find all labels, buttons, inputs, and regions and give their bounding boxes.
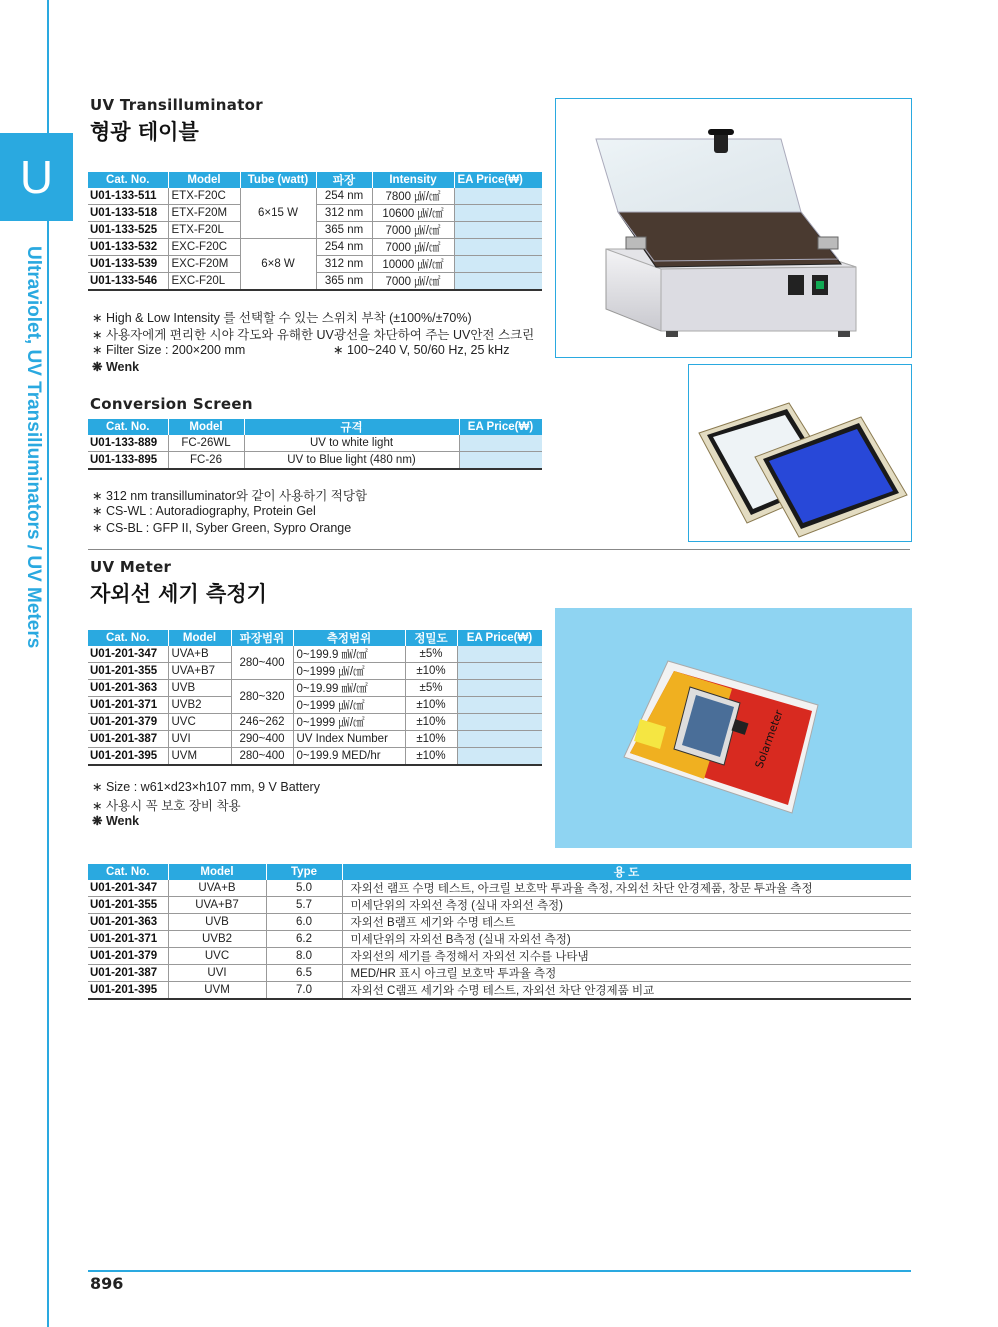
model: ETX-F20C: [168, 188, 240, 205]
measure-range: 0~19.99 ㎽/㎠: [293, 680, 405, 697]
usage-text: 자외선 B램프 세기와 수명 테스트: [342, 914, 911, 931]
wave-range: 280~320: [231, 680, 293, 714]
cat-no: U01-201-347: [88, 880, 168, 897]
accuracy: ±10%: [405, 714, 457, 731]
table-row: [88, 982, 911, 1000]
cat-no: U01-133-525: [88, 222, 168, 239]
table-row: [88, 680, 542, 697]
table-header-row: [88, 419, 542, 435]
meter-title-ko: 자외선 세기 측정기: [90, 582, 267, 606]
col-header: Type: [266, 864, 342, 880]
price-cell: [459, 435, 542, 452]
col-header: 정밀도: [405, 630, 457, 646]
wavelength: 312 nm: [316, 205, 372, 222]
model: UVI: [168, 965, 266, 982]
table-row: [88, 880, 911, 897]
page-number: 896: [90, 1274, 124, 1293]
model: FC-26WL: [168, 435, 244, 452]
footer-line: [88, 1270, 911, 1272]
price-cell: [457, 714, 542, 731]
note-line: ∗ Filter Size : 200×200 mm: [92, 343, 246, 357]
cat-no: U01-201-379: [88, 714, 168, 731]
wave-range: 280~400: [231, 646, 293, 680]
wave-range: 280~400: [231, 748, 293, 766]
table-row: [88, 897, 911, 914]
cat-no: U01-201-363: [88, 914, 168, 931]
accuracy: ±10%: [405, 697, 457, 714]
cat-no: U01-201-347: [88, 646, 168, 663]
accuracy: ±5%: [405, 646, 457, 663]
note-line: ∗ 사용시 꼭 보호 장비 착용: [92, 799, 241, 813]
wave-range: 290~400: [231, 731, 293, 748]
type: 6.5: [266, 965, 342, 982]
conversion-table: [88, 419, 543, 470]
cat-no: U01-201-355: [88, 897, 168, 914]
spec: UV to Blue light (480 nm): [244, 452, 459, 470]
wavelength: 365 nm: [316, 222, 372, 239]
model: UVB2: [168, 931, 266, 948]
table-row: [88, 452, 542, 470]
vertical-section-title: Ultraviolet, UV Transilluminators / UV Meters: [23, 246, 44, 649]
meter-table: [88, 630, 543, 766]
cat-no: U01-133-518: [88, 205, 168, 222]
wavelength: 312 nm: [316, 256, 372, 273]
model: UVA+B: [168, 880, 266, 897]
measure-range: 0~199.9 ㎽/㎠: [293, 646, 405, 663]
col-header: Cat. No.: [88, 864, 168, 880]
wavelength: 365 nm: [316, 273, 372, 291]
col-header: Cat. No.: [88, 630, 168, 646]
col-header: Cat. No.: [88, 419, 168, 435]
note-line: ∗ 100~240 V, 50/60 Hz, 25 kHz: [333, 343, 510, 357]
measure-range: 0~1999 ㎼/㎠: [293, 663, 405, 680]
wavelength: 254 nm: [316, 239, 372, 256]
table-header-row: [88, 864, 911, 880]
col-header: Tube (watt): [240, 172, 316, 188]
model: UVC: [168, 948, 266, 965]
usage-text: 자외선의 세기를 측정해서 자외선 지수를 나타냄: [342, 948, 911, 965]
price-cell: [457, 680, 542, 697]
accuracy: ±10%: [405, 663, 457, 680]
col-header: EA Price(₩): [459, 419, 542, 435]
transilluminator-photo: [555, 98, 912, 358]
price-cell: [454, 205, 542, 222]
col-header: Cat. No.: [88, 172, 168, 188]
col-header: Model: [168, 172, 240, 188]
note-line: ∗ 312 nm transilluminator와 같이 사용하기 적당함: [92, 489, 368, 503]
accuracy: ±5%: [405, 680, 457, 697]
intensity: 7000 ㎼/㎠: [372, 222, 454, 239]
price-cell: [457, 697, 542, 714]
model: ETX-F20M: [168, 205, 240, 222]
section-divider: [88, 549, 910, 550]
section-letter-tab: U: [0, 133, 73, 221]
transilluminator-table: [88, 172, 543, 291]
table-header-row: [88, 630, 542, 646]
col-header: Model: [168, 630, 231, 646]
note-line: ∗ High & Low Intensity 를 선택할 수 있는 스위치 부착 (±100%/±70%): [92, 311, 472, 325]
model: UVB: [168, 914, 266, 931]
col-header: Intensity: [372, 172, 454, 188]
type: 5.7: [266, 897, 342, 914]
price-cell: [459, 452, 542, 470]
table-row: [88, 731, 542, 748]
price-cell: [457, 646, 542, 663]
price-cell: [457, 731, 542, 748]
cat-no: U01-133-895: [88, 452, 168, 470]
model: FC-26: [168, 452, 244, 470]
price-cell: [454, 222, 542, 239]
transilluminator-title-ko: 형광 테이블: [90, 120, 199, 144]
note-line: ∗ CS-BL : GFP II, Syber Green, Sypro Orange: [92, 521, 352, 535]
col-header: 파장: [316, 172, 372, 188]
cat-no: U01-201-395: [88, 982, 168, 1000]
model: UVC: [168, 714, 231, 731]
model: UVB2: [168, 697, 231, 714]
cat-no: U01-201-363: [88, 680, 168, 697]
model: UVI: [168, 731, 231, 748]
table-row: [88, 663, 542, 680]
transilluminator-illustration: [556, 99, 911, 357]
model: UVA+B7: [168, 663, 231, 680]
table-row: [88, 748, 542, 766]
cat-no: U01-133-889: [88, 435, 168, 452]
price-cell: [454, 256, 542, 273]
usage-text: 자외선 램프 수명 테스트, 아크릴 보호막 투과율 측정, 자외선 차단 안경제품, 창문 투과율 측정: [342, 880, 911, 897]
type: 6.2: [266, 931, 342, 948]
accuracy: ±10%: [405, 731, 457, 748]
cat-no: U01-201-379: [88, 948, 168, 965]
table-row: [88, 188, 542, 205]
device-brand-label: Solarmeter: [752, 708, 786, 771]
col-header: 용 도: [342, 864, 911, 880]
price-cell: [454, 239, 542, 256]
type: 6.0: [266, 914, 342, 931]
cat-no: U01-133-546: [88, 273, 168, 291]
cat-no: U01-201-387: [88, 965, 168, 982]
table-header-row: [88, 172, 542, 188]
intensity: 7000 ㎼/㎠: [372, 239, 454, 256]
model: UVB: [168, 680, 231, 697]
brand-label: ❋ Wenk: [92, 814, 140, 828]
type: 8.0: [266, 948, 342, 965]
intensity: 10000 ㎼/㎠: [372, 256, 454, 273]
usage-text: MED/HR 표시 아크릴 보호막 투과율 측정: [342, 965, 911, 982]
model: UVA+B7: [168, 897, 266, 914]
measure-range: 0~1999 ㎼/㎠: [293, 697, 405, 714]
cat-no: U01-201-371: [88, 697, 168, 714]
transilluminator-title-en: UV Transilluminator: [90, 96, 263, 114]
tube-watt: 6×15 W: [240, 188, 316, 239]
intensity: 7000 ㎼/㎠: [372, 273, 454, 291]
col-header: 규격: [244, 419, 459, 435]
note-line: ∗ Size : w61×d23×h107 mm, 9 V Battery: [92, 780, 320, 794]
price-cell: [457, 663, 542, 680]
price-cell: [454, 273, 542, 291]
cat-no: U01-133-539: [88, 256, 168, 273]
table-row: [88, 948, 911, 965]
table-row: [88, 435, 542, 452]
model: UVM: [168, 748, 231, 766]
col-header: 파장범위: [231, 630, 293, 646]
table-row: [88, 914, 911, 931]
table-row: [88, 965, 911, 982]
model: ETX-F20L: [168, 222, 240, 239]
cat-no: U01-201-355: [88, 663, 168, 680]
table-row: [88, 931, 911, 948]
conversion-title-en: Conversion Screen: [90, 395, 253, 413]
accuracy: ±10%: [405, 748, 457, 766]
spec: UV to white light: [244, 435, 459, 452]
intensity: 10600 ㎼/㎠: [372, 205, 454, 222]
intensity: 7800 ㎼/㎠: [372, 188, 454, 205]
col-header: Model: [168, 419, 244, 435]
measure-range: UV Index Number: [293, 731, 405, 748]
model: EXC-F20C: [168, 239, 240, 256]
price-cell: [454, 188, 542, 205]
note-line: ∗ 사용자에게 편리한 시야 각도와 유해한 UV광선을 차단하여 주는 UV안전 스크린: [92, 328, 535, 342]
model: EXC-F20M: [168, 256, 240, 273]
table-row: [88, 714, 542, 731]
measure-range: 0~199.9 MED/hr: [293, 748, 405, 766]
meter-title-en: UV Meter: [90, 558, 172, 576]
price-cell: [457, 748, 542, 766]
conversion-screen-illustration: [689, 365, 911, 541]
model: UVM: [168, 982, 266, 1000]
uv-meter-illustration: [556, 609, 911, 847]
tube-watt: 6×8 W: [240, 239, 316, 291]
cat-no: U01-133-511: [88, 188, 168, 205]
type: 7.0: [266, 982, 342, 1000]
cat-no: U01-201-371: [88, 931, 168, 948]
model: UVA+B: [168, 646, 231, 663]
uv-meter-photo: [555, 608, 912, 848]
measure-range: 0~1999 ㎼/㎠: [293, 714, 405, 731]
usage-text: 미세단위의 자외선 B측정 (실내 자외선 측정): [342, 931, 911, 948]
conversion-screen-photo: [688, 364, 912, 542]
model: EXC-F20L: [168, 273, 240, 291]
table-row: [88, 697, 542, 714]
cat-no: U01-201-395: [88, 748, 168, 766]
col-header: EA Price(₩): [454, 172, 542, 188]
col-header: Model: [168, 864, 266, 880]
col-header: EA Price(₩): [457, 630, 542, 646]
usage-text: 미세단위의 자외선 측정 (실내 자외선 측정): [342, 897, 911, 914]
brand-label: ❋ Wenk: [92, 360, 140, 374]
usage-table: [88, 864, 912, 1000]
usage-text: 자외선 C램프 세기와 수명 테스트, 자외선 차단 안경제품 비교: [342, 982, 911, 1000]
wave-range: 246~262: [231, 714, 293, 731]
cat-no: U01-201-387: [88, 731, 168, 748]
cat-no: U01-133-532: [88, 239, 168, 256]
wavelength: 254 nm: [316, 188, 372, 205]
table-row: [88, 239, 542, 256]
table-row: [88, 646, 542, 663]
note-line: ∗ CS-WL : Autoradiography, Protein Gel: [92, 504, 316, 518]
type: 5.0: [266, 880, 342, 897]
col-header: 측정범위: [293, 630, 405, 646]
